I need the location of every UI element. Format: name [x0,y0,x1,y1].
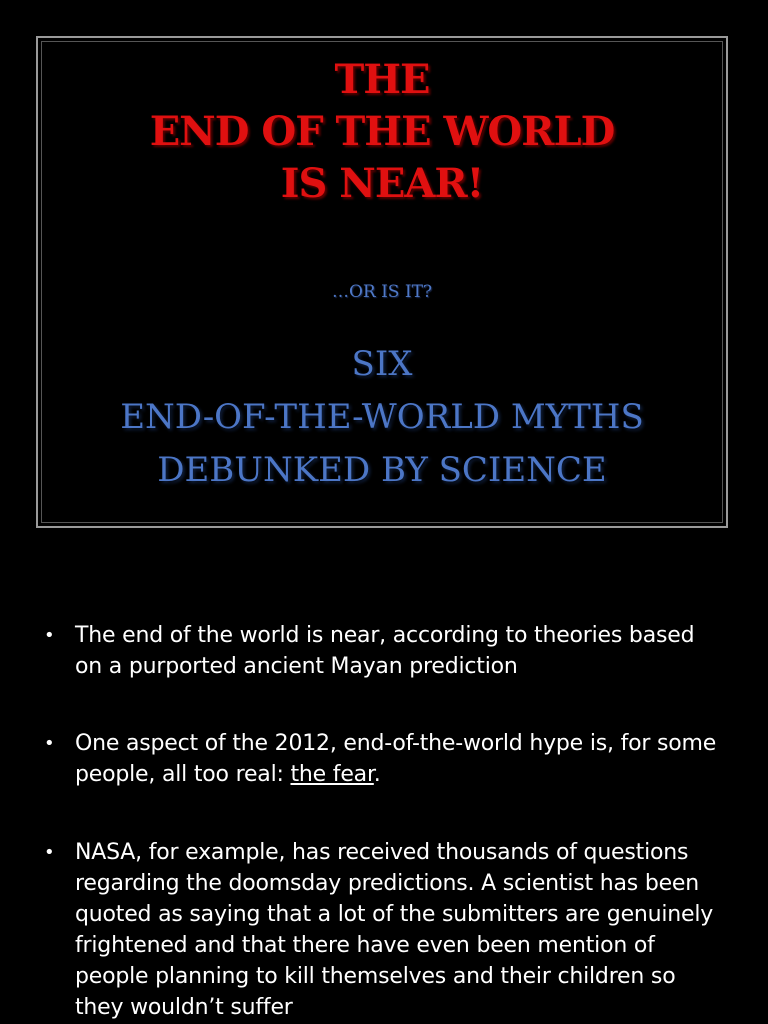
subtitle-line: DEBUNKED BY SCIENCE [157,450,607,490]
bullet-item [44,620,724,682]
bullet-text: The end of the world is near, according to theories based on a purported ancient Mayan prediction [75,623,695,679]
main-title-line: THE [334,56,430,103]
main-title-line: IS NEAR! [280,160,484,207]
main-title [38,54,726,210]
bullet-text [75,728,724,790]
bullet-text-before: One aspect of the 2012, end-of-the-world hype is, for some people, all too real: [75,731,717,787]
bullet-icon: • [44,625,55,646]
bullet-item [44,728,724,790]
main-title-line: END OF THE WORLD [149,108,615,155]
title-slide [36,36,728,528]
tagline: …OR IS IT? [331,282,433,302]
bullet-item [44,837,724,1023]
bullet-text: NASA, for example, has received thousands of questions regarding the doomsday predictions. A scientist has been quoted as saying that a lot of the submitters are genuinely frightened and that there have even been mention of people planning to kill themselves and their children so they wouldn’t suffer [75,840,714,1020]
bullet-text-after: . [373,762,381,787]
subtitle-line: SIX [351,344,413,384]
subtitle [38,338,726,497]
content-slide [0,600,768,1024]
subtitle-line: END-OF-THE-WORLD MYTHS [120,397,644,437]
bullet-icon: • [44,842,55,863]
the-fear-link[interactable]: the fear [290,762,374,787]
bullet-icon: • [44,733,55,754]
